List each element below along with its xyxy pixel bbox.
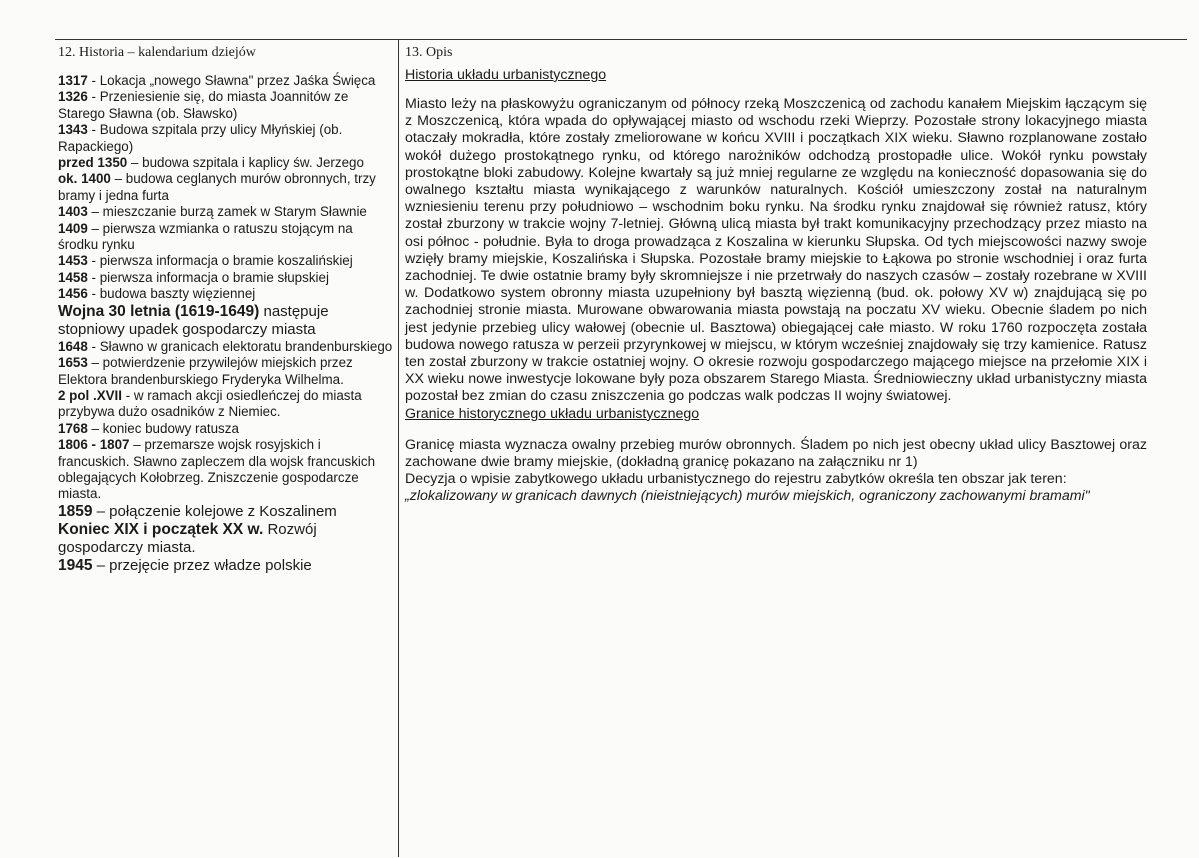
timeline-text: – mieszczanie burzą zamek w Starym Sławnie bbox=[87, 204, 367, 220]
timeline-year: 1343 bbox=[58, 122, 88, 138]
borders-title: Granice historycznego układu urbanistycznego bbox=[405, 405, 700, 422]
timeline-year: 1768 bbox=[58, 420, 88, 436]
timeline-entry bbox=[58, 221, 394, 254]
history-paragraph: Miasto leży na płaskowyżu ograniczanym od północy rzeką Moszczenicą od zachodu kanałem Miejskim łączącym się z Moszczenicą, która wpada do opływającej miasto od wschodu rzeki Wieprzy. Pozostałe strony lokacyjnego miasta otaczały mokradła, które zostały zmeliorowane w końcu XVIII i początkach XIX wieku. Sławno rozplanowane zostało wokół dużego prostokątnego rynku, od którego narożników odchodzą prostopadłe ulice. Wokół rynku powstały prostokątne bloki zabudowy. Kolejne kwartały są już mniej regularne ze względu na konieczność dopasowania się do owalnego kształtu miasta wynikającego z warunków naturalnych. Kościół umieszczony został na naturalnym wzniesieniu terenu przy południowo – wschodnim boku rynku. Na środku rynku znajdował się również ratusz, który został zburzony w trakcie wojny 7-letniej. Główną ulicą miasta był trakt komunikacyjny przechodzący przez miasto na osi północ - południe. Była to droga prowadząca z Koszalina w kierunku Słupska. Od tych miejscowości nazwy swoje wzięły bramy miejskie, Koszalińska i Słupska. Pozostałe bramy miejskie to Łąkowa po stronie wschodniej i oraz furta zachodniej. Te dwie ostatnie bramy były skromniejsze i nie przetrwały do naszych czasów – zostały rozebrane w XVIII w. Dodatkowo system obronny miasta uzupełniony był basztą więzienną (bud. ok. połowy XV w) znajdującą się po zachodniej stronie miasta. Murowane obwarowania miasta powstają na poczatu XV wieku. Obecnie śladem po nich jest jedynie przebieg ulicy wałowej (obecnie ul. Basztowa) obiegającej całe miasto. W roku 1760 rozpoczęta została budowa nowego ratusza w perzeii przyrynkowej w miejscu, w którym wcześniej znajdowały się trzy kamienice. Ratusz ten został zburzony w trakcie ostatniej wojny. O okresie rozwoju gospodarczego mającego miejsce na przełomie XIX i XX wieku nowe inwestycje lokowane były poza obszarem Starego Miasta. Średniowieczny układ urbanistyczny miasta pozostał bez zmian do czasu zniszczenia go podczas walk podczas II wojny światowej. bbox=[405, 96, 1147, 405]
borders-quote: „zlokalizowany w granicach dawnych (nieistniejących) murów miejskich, ograniczony zachowanymi bramami" bbox=[405, 488, 1090, 505]
timeline bbox=[58, 73, 394, 575]
timeline-year: przed 1350 bbox=[58, 155, 128, 171]
timeline-text: – przejęcie przez władze polskie bbox=[92, 556, 312, 574]
timeline-text: następuje stopniowy upadek gospodarczy miasta bbox=[58, 302, 329, 338]
section-heading-12: 12. Historia – kalendarium dziejów bbox=[58, 45, 256, 60]
timeline-year: 1458 bbox=[58, 269, 88, 285]
timeline-entry bbox=[58, 503, 394, 521]
timeline-text: – potwierdzenie przywilejów miejskich przez Elektora brandenburskiego Fryderyka Wilhelma. bbox=[58, 355, 353, 387]
timeline-year: ok. 1400 bbox=[58, 171, 111, 187]
column-divider bbox=[398, 39, 399, 857]
timeline-text: - Lokacja „nowego Sławna" przez Jaśka Święca bbox=[87, 73, 376, 88]
section-heading-13: 13. Opis bbox=[405, 45, 453, 60]
timeline-text: - Przeniesienie się, do miasta Joannitów ze Starego Sławna (ob. Sławsko) bbox=[58, 89, 349, 121]
timeline-text: - Budowa szpitala przy ulicy Młyńskiej (ob. Rapackiego) bbox=[58, 122, 343, 154]
timeline-text: - w ramach akcji osiedleńczej do miasta przybywa dużo osadników z Niemiec. bbox=[58, 387, 362, 420]
timeline-year: 1653 bbox=[58, 355, 88, 371]
description-column bbox=[405, 44, 1147, 505]
timeline-entry bbox=[58, 388, 394, 421]
borders-paragraph-1: Granicę miasta wyznacza owalny przebieg murów obronnych. Śladem po nich jest obecny układ ulicy Basztowej oraz zachowane dwie bramy miejskie, (dokładną granicę pokazano na załączniku nr 1) bbox=[405, 436, 1147, 470]
timeline-year: 1326 bbox=[58, 89, 88, 105]
timeline-text: – koniec budowy ratusza bbox=[87, 420, 239, 436]
timeline-text: – przemarsze wojsk rosyjskich i francuskich. Sławno zapleczem dla wojsk francuskich oblegających Kołobrzeg. Zniszczenie gospodarcze miasta. bbox=[58, 437, 376, 502]
timeline-entry bbox=[58, 521, 394, 557]
history-title: Historia układu urbanistycznego bbox=[405, 67, 607, 83]
timeline-text: - pierwsza informacja o bramie koszalińskiej bbox=[87, 253, 353, 269]
timeline-text: - pierwsza informacja o bramie słupskiej bbox=[87, 269, 329, 285]
timeline-text: - Sławno w granicach elektoratu brandenburskiego bbox=[87, 338, 393, 354]
timeline-entry bbox=[58, 339, 394, 355]
timeline-year: Wojna 30 letnia (1619-1649) bbox=[58, 302, 260, 320]
timeline-entry bbox=[58, 171, 394, 204]
timeline-entry bbox=[58, 421, 394, 437]
timeline-year: 2 pol .XVII bbox=[58, 387, 122, 403]
timeline-year: Koniec XIX i początek XX w. bbox=[58, 520, 264, 538]
timeline-year: 1409 bbox=[58, 220, 88, 236]
timeline-text: – pierwsza wzmianka o ratuszu stojącym na środku rynku bbox=[58, 220, 353, 253]
timeline-year: 1453 bbox=[58, 253, 88, 269]
timeline-year: 1859 bbox=[58, 502, 93, 520]
timeline-entry bbox=[58, 355, 394, 388]
timeline-year: 1945 bbox=[58, 556, 93, 574]
timeline-entry bbox=[58, 89, 394, 122]
timeline-entry bbox=[58, 437, 394, 503]
timeline-entry bbox=[58, 155, 394, 171]
timeline-text: – budowa ceglanych murów obronnych, trzy bramy i jedna furta bbox=[58, 171, 376, 203]
timeline-entry bbox=[58, 73, 394, 89]
timeline-entry bbox=[58, 303, 394, 339]
timeline-text: – budowa szpitala i kaplicy św. Jerzego bbox=[127, 155, 364, 171]
timeline-year: 1806 - 1807 bbox=[58, 437, 130, 453]
timeline-year: 1648 bbox=[58, 338, 88, 354]
timeline-text: - budowa baszty więziennej bbox=[87, 286, 256, 302]
history-calendar-column bbox=[58, 44, 394, 575]
timeline-entry bbox=[58, 270, 394, 286]
timeline-year: 1317 bbox=[58, 73, 88, 88]
timeline-entry bbox=[58, 286, 394, 302]
top-rule bbox=[55, 39, 1187, 40]
timeline-entry bbox=[58, 557, 394, 575]
timeline-entry bbox=[58, 253, 394, 269]
timeline-entry bbox=[58, 122, 394, 155]
borders-paragraph-2: Decyzja o wpisie zabytkowego układu urbanistycznego do rejestru zabytków określa ten obszar jak teren: bbox=[405, 471, 1067, 488]
timeline-year: 1403 bbox=[58, 204, 88, 220]
timeline-year: 1456 bbox=[58, 286, 88, 302]
timeline-text: – połączenie kolejowe z Koszalinem bbox=[92, 502, 337, 520]
timeline-text: Rozwój gospodarczy miasta. bbox=[58, 520, 317, 556]
timeline-entry bbox=[58, 204, 394, 220]
